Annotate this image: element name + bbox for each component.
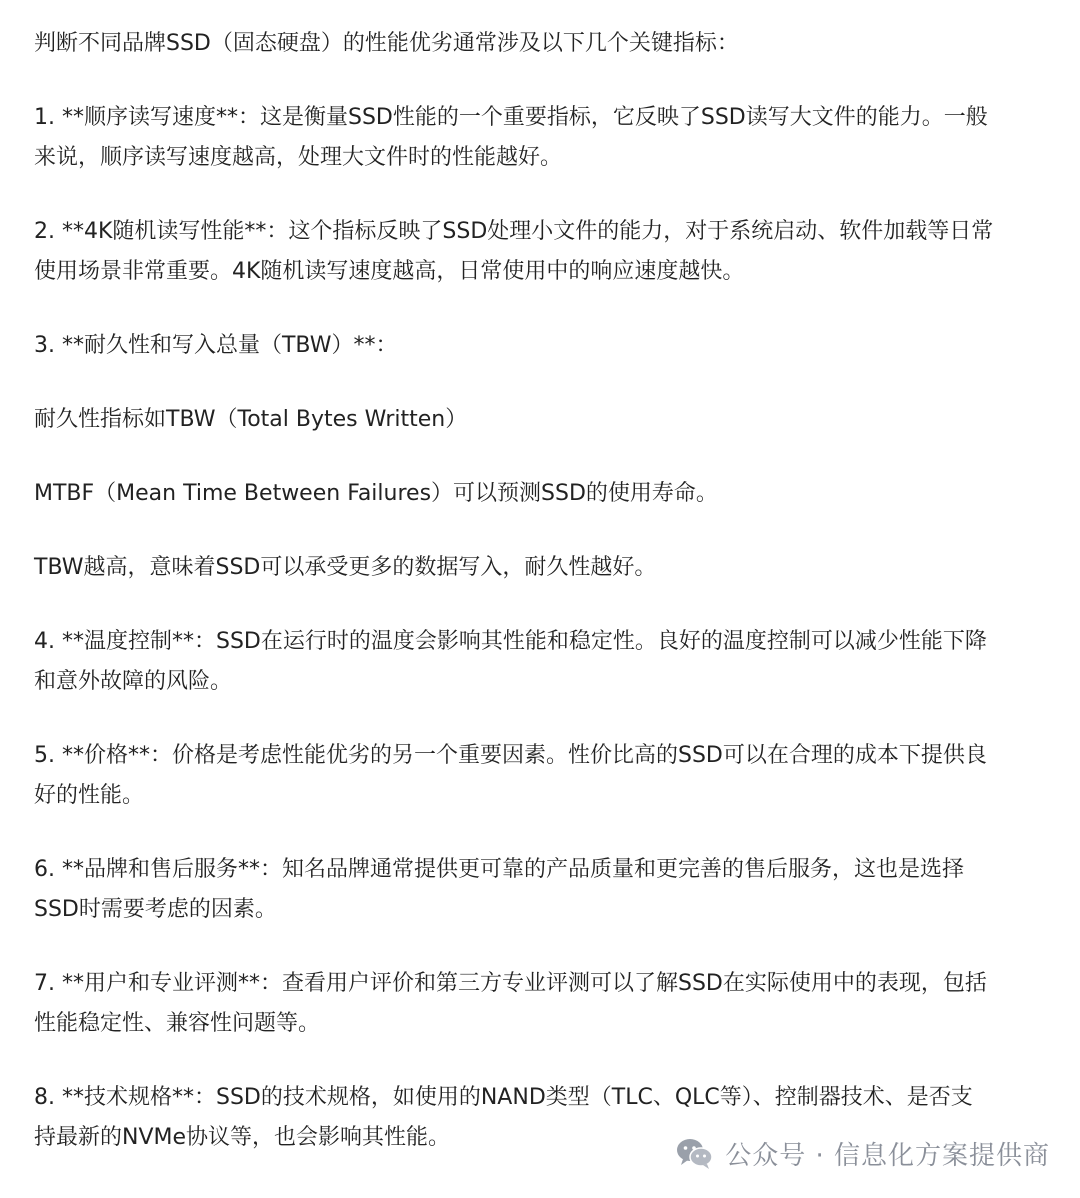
text-line: 持最新的NVMe协议等，也会影响其性能。 bbox=[34, 1125, 451, 1150]
text-line: 5. **价格**：价格是考虑性能优劣的另一个重要因素。性价比高的SSD可以在合理的成本下提供良 bbox=[34, 743, 987, 768]
text-line: 1. **顺序读写速度**：这是衡量SSD性能的一个重要指标，它反映了SSD读写大文件的能力。一般 bbox=[34, 105, 988, 130]
text-line: 4. **温度控制**：SSD在运行时的温度会影响其性能和稳定性。良好的温度控制可以减少性能下降 bbox=[34, 629, 987, 654]
text-line: 耐久性指标如TBW（Total Bytes Written） bbox=[34, 407, 468, 432]
wechat-icon bbox=[675, 1137, 715, 1171]
text-line: 和意外故障的风险。 bbox=[34, 669, 233, 694]
text-line: MTBF（Mean Time Between Failures）可以预测SSD的使用寿命。 bbox=[34, 481, 718, 506]
text-line: 来说，顺序读写速度越高，处理大文件时的性能越好。 bbox=[34, 145, 563, 170]
point-7-paragraph bbox=[34, 964, 1034, 1044]
text-line: 6. **品牌和售后服务**：知名品牌通常提供更可靠的产品质量和更完善的售后服务，这也是选择 bbox=[34, 857, 964, 882]
point-5-paragraph bbox=[34, 736, 1034, 816]
text-line: 7. **用户和专业评测**：查看用户评价和第三方专业评测可以了解SSD在实际使用中的表现，包括 bbox=[34, 971, 987, 996]
tbw-summary-paragraph bbox=[34, 548, 1034, 588]
point-2-paragraph bbox=[34, 212, 1034, 292]
tbw-paragraph bbox=[34, 400, 1034, 440]
point-3-heading bbox=[34, 326, 1034, 366]
text-line: 2. **4K随机读写性能**：这个指标反映了SSD处理小文件的能力，对于系统启动、软件加载等日常 bbox=[34, 219, 994, 244]
watermark bbox=[675, 1135, 1050, 1172]
text-line: SSD时需要考虑的因素。 bbox=[34, 897, 277, 922]
text-line: 判断不同品牌SSD（固态硬盘）的性能优劣通常涉及以下几个关键指标： bbox=[34, 31, 739, 56]
point-4-paragraph bbox=[34, 622, 1034, 702]
text-line: 性能稳定性、兼容性问题等。 bbox=[34, 1011, 321, 1036]
article-body bbox=[34, 24, 1034, 1158]
text-line: 8. **技术规格**：SSD的技术规格，如使用的NAND类型（TLC、QLC等）、控制器技术、是否支 bbox=[34, 1085, 973, 1110]
intro-paragraph bbox=[34, 24, 1034, 64]
watermark-text: 公众号 · 信息化方案提供商 bbox=[725, 1141, 1050, 1171]
point-6-paragraph bbox=[34, 850, 1034, 930]
text-line: 3. **耐久性和写入总量（TBW）**： bbox=[34, 333, 398, 358]
mtbf-paragraph bbox=[34, 474, 1034, 514]
text-line: 使用场景非常重要。4K随机读写速度越高，日常使用中的响应速度越快。 bbox=[34, 259, 745, 284]
point-1-paragraph bbox=[34, 98, 1034, 178]
text-line: 好的性能。 bbox=[34, 783, 145, 808]
text-line: TBW越高，意味着SSD可以承受更多的数据写入，耐久性越好。 bbox=[34, 555, 657, 580]
